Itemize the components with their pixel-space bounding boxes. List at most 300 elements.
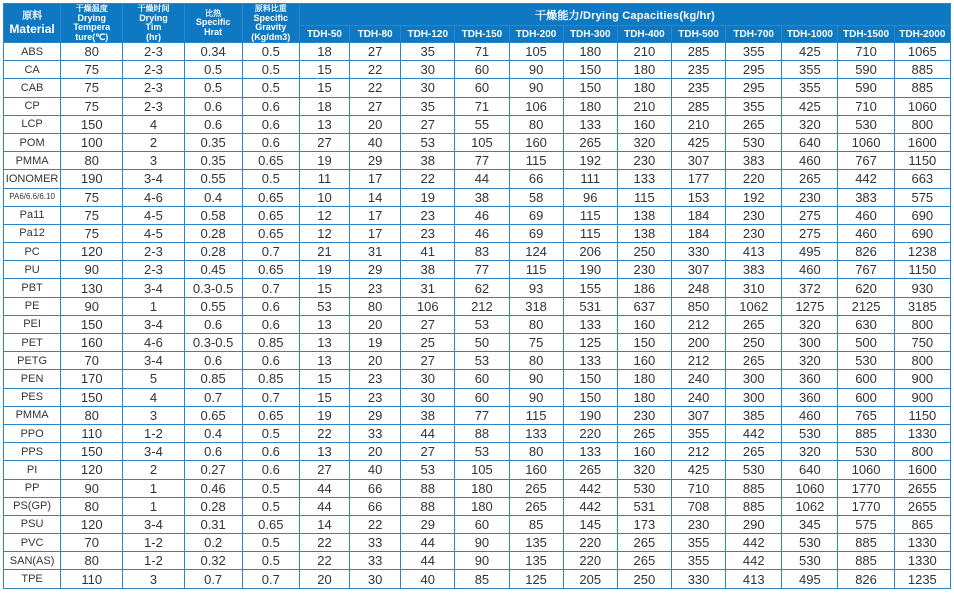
- capacity-cell: 19: [299, 152, 349, 170]
- drying-time-cell: 4: [123, 115, 184, 133]
- material-cell: PPO: [4, 424, 61, 442]
- material-cell: PU: [4, 261, 61, 279]
- table-row: [4, 297, 951, 315]
- capacity-cell: 29: [401, 515, 455, 533]
- drying-temperature-cell: 150: [61, 388, 123, 406]
- capacity-cell: 265: [617, 552, 671, 570]
- capacity-cell: 18: [299, 43, 349, 61]
- drying-time-cell: 3-4: [123, 279, 184, 297]
- header-specific-gravity: [242, 4, 299, 43]
- capacity-cell: 29: [350, 261, 401, 279]
- capacity-cell: 710: [838, 97, 894, 115]
- table-row: [4, 152, 951, 170]
- specific-gravity-cell: 0.65: [242, 515, 299, 533]
- drying-temperature-cell: 190: [61, 170, 123, 188]
- header-model-tdh-50: TDH-50: [299, 26, 349, 43]
- capacity-cell: 29: [350, 406, 401, 424]
- table-header: [4, 4, 951, 43]
- specific-gravity-cell: 0.85: [242, 334, 299, 352]
- material-cell: PS(GP): [4, 497, 61, 515]
- material-cell: CA: [4, 61, 61, 79]
- drying-capacities-table-container: [3, 3, 951, 591]
- capacity-cell: 530: [838, 443, 894, 461]
- specific-gravity-cell: 0.6: [242, 297, 299, 315]
- capacity-cell: 307: [671, 261, 725, 279]
- specific-gravity-cell: 0.5: [242, 552, 299, 570]
- capacity-cell: 19: [401, 188, 455, 206]
- capacity-cell: 173: [617, 515, 671, 533]
- specific-heat-cell: 0.6: [184, 115, 242, 133]
- capacity-cell: 58: [509, 188, 563, 206]
- specific-heat-cell: 0.28: [184, 497, 242, 515]
- specific-gravity-cell: 0.65: [242, 152, 299, 170]
- drying-time-cell: 1-2: [123, 424, 184, 442]
- capacity-cell: 12: [299, 206, 349, 224]
- capacity-cell: 115: [617, 188, 671, 206]
- capacity-cell: 900: [894, 370, 950, 388]
- capacity-cell: 530: [726, 461, 782, 479]
- capacity-cell: 44: [401, 534, 455, 552]
- capacity-cell: 590: [838, 61, 894, 79]
- capacity-cell: 3185: [894, 297, 950, 315]
- capacity-cell: 307: [671, 406, 725, 424]
- drying-time-cell: 2: [123, 461, 184, 479]
- capacity-cell: 285: [671, 43, 725, 61]
- table-row: [4, 479, 951, 497]
- capacity-cell: 372: [782, 279, 838, 297]
- capacity-cell: 590: [838, 79, 894, 97]
- capacity-cell: 230: [726, 206, 782, 224]
- drying-temperature-cell: 80: [61, 152, 123, 170]
- table-row: [4, 61, 951, 79]
- capacity-cell: 180: [455, 497, 509, 515]
- specific-heat-cell: 0.6: [184, 443, 242, 461]
- capacity-cell: 93: [509, 279, 563, 297]
- capacity-cell: 300: [726, 388, 782, 406]
- capacity-cell: 210: [617, 43, 671, 61]
- capacity-cell: 19: [299, 406, 349, 424]
- capacity-cell: 826: [838, 570, 894, 588]
- specific-heat-cell: 0.46: [184, 479, 242, 497]
- material-cell: IONOMER: [4, 170, 61, 188]
- material-cell: PMMA: [4, 152, 61, 170]
- capacity-cell: 1330: [894, 534, 950, 552]
- capacity-cell: 66: [350, 479, 401, 497]
- capacity-cell: 275: [782, 206, 838, 224]
- capacity-cell: 30: [401, 370, 455, 388]
- capacity-cell: 320: [782, 352, 838, 370]
- drying-temperature-cell: 75: [61, 61, 123, 79]
- capacity-cell: 531: [563, 297, 617, 315]
- capacity-cell: 150: [563, 61, 617, 79]
- drying-temperature-cell: 170: [61, 370, 123, 388]
- specific-heat-cell: 0.2: [184, 534, 242, 552]
- drying-temperature-cell: 75: [61, 97, 123, 115]
- capacity-cell: 285: [671, 97, 725, 115]
- capacity-cell: 133: [509, 424, 563, 442]
- capacity-cell: 220: [563, 552, 617, 570]
- material-cell: PEI: [4, 315, 61, 333]
- capacity-cell: 38: [401, 406, 455, 424]
- material-cell: PI: [4, 461, 61, 479]
- drying-time-cell: 3: [123, 406, 184, 424]
- capacity-cell: 265: [563, 133, 617, 151]
- table-row: [4, 352, 951, 370]
- capacity-cell: 40: [350, 461, 401, 479]
- capacity-cell: 307: [671, 152, 725, 170]
- header-model-tdh-400: TDH-400: [617, 26, 671, 43]
- capacity-cell: 106: [401, 297, 455, 315]
- capacity-cell: 125: [509, 570, 563, 588]
- capacity-cell: 460: [782, 152, 838, 170]
- capacity-cell: 14: [350, 188, 401, 206]
- drying-temperature-cell: 70: [61, 534, 123, 552]
- table-row: [4, 79, 951, 97]
- table-row: [4, 315, 951, 333]
- capacity-cell: 46: [455, 224, 509, 242]
- capacity-cell: 265: [726, 115, 782, 133]
- capacity-cell: 80: [509, 315, 563, 333]
- material-cell: PA6/6.6/6.10: [4, 188, 61, 206]
- capacity-cell: 88: [401, 479, 455, 497]
- capacity-cell: 385: [726, 406, 782, 424]
- capacity-cell: 330: [671, 570, 725, 588]
- capacity-cell: 90: [509, 370, 563, 388]
- capacity-cell: 320: [617, 461, 671, 479]
- table-row: [4, 133, 951, 151]
- drying-time-cell: 3-4: [123, 352, 184, 370]
- drying-time-cell: 2-3: [123, 43, 184, 61]
- drying-temperature-cell: 110: [61, 424, 123, 442]
- capacity-cell: 38: [401, 152, 455, 170]
- capacity-cell: 115: [509, 406, 563, 424]
- header-gravity-en1: Specific: [253, 12, 289, 23]
- specific-heat-cell: 0.35: [184, 133, 242, 151]
- header-model-tdh-500: TDH-500: [671, 26, 725, 43]
- material-cell: PET: [4, 334, 61, 352]
- capacity-cell: 115: [509, 261, 563, 279]
- capacity-cell: 13: [299, 315, 349, 333]
- capacity-cell: 530: [726, 133, 782, 151]
- capacity-cell: 125: [563, 334, 617, 352]
- specific-gravity-cell: 0.6: [242, 133, 299, 151]
- specific-heat-cell: 0.3-0.5: [184, 334, 242, 352]
- capacity-cell: 663: [894, 170, 950, 188]
- capacity-cell: 212: [671, 443, 725, 461]
- capacity-cell: 1770: [838, 497, 894, 515]
- drying-time-cell: 4-6: [123, 188, 184, 206]
- capacity-cell: 30: [350, 570, 401, 588]
- capacity-cell: 530: [782, 424, 838, 442]
- capacity-cell: 22: [299, 424, 349, 442]
- capacity-cell: 460: [782, 406, 838, 424]
- capacity-cell: 265: [563, 461, 617, 479]
- header-time-cn: 干燥时间: [137, 4, 170, 13]
- header-time-en3: (hr): [145, 31, 161, 42]
- drying-time-cell: 3-4: [123, 443, 184, 461]
- capacity-cell: 885: [726, 479, 782, 497]
- capacity-cell: 850: [671, 297, 725, 315]
- capacity-cell: 530: [782, 534, 838, 552]
- capacity-cell: 17: [350, 170, 401, 188]
- capacity-cell: 27: [401, 315, 455, 333]
- capacity-cell: 290: [726, 515, 782, 533]
- capacity-cell: 495: [782, 570, 838, 588]
- capacity-cell: 184: [671, 224, 725, 242]
- capacity-cell: 80: [509, 115, 563, 133]
- capacity-cell: 630: [838, 315, 894, 333]
- capacity-cell: 124: [509, 243, 563, 261]
- capacity-cell: 17: [350, 224, 401, 242]
- capacity-cell: 1150: [894, 152, 950, 170]
- capacity-cell: 318: [509, 297, 563, 315]
- capacity-cell: 44: [299, 479, 349, 497]
- material-cell: PSU: [4, 515, 61, 533]
- capacity-cell: 250: [726, 334, 782, 352]
- material-cell: CAB: [4, 79, 61, 97]
- capacity-cell: 27: [299, 461, 349, 479]
- capacity-cell: 138: [617, 224, 671, 242]
- capacity-cell: 425: [671, 461, 725, 479]
- capacity-cell: 240: [671, 370, 725, 388]
- capacity-cell: 383: [726, 261, 782, 279]
- capacity-cell: 1600: [894, 133, 950, 151]
- capacity-cell: 53: [455, 443, 509, 461]
- capacity-cell: 265: [726, 443, 782, 461]
- header-model-tdh-2000: TDH-2000: [894, 26, 950, 43]
- capacity-cell: 530: [617, 479, 671, 497]
- capacity-cell: 160: [509, 133, 563, 151]
- drying-temperature-cell: 90: [61, 261, 123, 279]
- capacity-cell: 248: [671, 279, 725, 297]
- drying-temperature-cell: 100: [61, 133, 123, 151]
- capacity-cell: 22: [350, 61, 401, 79]
- specific-gravity-cell: 0.85: [242, 370, 299, 388]
- drying-temperature-cell: 120: [61, 515, 123, 533]
- capacity-cell: 20: [350, 352, 401, 370]
- drying-time-cell: 2-3: [123, 61, 184, 79]
- header-drying-capacities: 干燥能力/Drying Capacities(kg/hr): [299, 4, 950, 26]
- capacity-cell: 212: [671, 315, 725, 333]
- capacity-cell: 2125: [838, 297, 894, 315]
- capacity-cell: 60: [455, 515, 509, 533]
- specific-gravity-cell: 0.6: [242, 315, 299, 333]
- capacity-cell: 767: [838, 261, 894, 279]
- capacity-cell: 265: [509, 497, 563, 515]
- specific-heat-cell: 0.55: [184, 297, 242, 315]
- capacity-cell: 885: [894, 61, 950, 79]
- drying-time-cell: 2-3: [123, 261, 184, 279]
- capacity-cell: 160: [509, 461, 563, 479]
- capacity-cell: 1060: [894, 97, 950, 115]
- capacity-cell: 767: [838, 152, 894, 170]
- capacity-cell: 355: [782, 79, 838, 97]
- capacity-cell: 206: [563, 243, 617, 261]
- drying-temperature-cell: 90: [61, 297, 123, 315]
- capacity-cell: 1275: [782, 297, 838, 315]
- header-gravity-cn: 原料比重: [254, 4, 287, 13]
- capacity-cell: 205: [563, 570, 617, 588]
- material-cell: POM: [4, 133, 61, 151]
- capacity-cell: 575: [894, 188, 950, 206]
- capacity-cell: 210: [617, 97, 671, 115]
- material-cell: PBT: [4, 279, 61, 297]
- capacity-cell: 310: [726, 279, 782, 297]
- drying-time-cell: 1: [123, 497, 184, 515]
- specific-heat-cell: 0.4: [184, 188, 242, 206]
- capacity-cell: 71: [455, 97, 509, 115]
- specific-gravity-cell: 0.65: [242, 188, 299, 206]
- capacity-cell: 413: [726, 570, 782, 588]
- header-model-tdh-1500: TDH-1500: [838, 26, 894, 43]
- capacity-cell: 265: [726, 352, 782, 370]
- capacity-cell: 1062: [726, 297, 782, 315]
- capacity-cell: 80: [350, 297, 401, 315]
- capacity-cell: 135: [509, 552, 563, 570]
- drying-temperature-cell: 150: [61, 115, 123, 133]
- drying-temperature-cell: 80: [61, 497, 123, 515]
- capacity-cell: 75: [509, 334, 563, 352]
- drying-capacities-table: [3, 3, 951, 589]
- capacity-cell: 295: [726, 79, 782, 97]
- header-temp-en3: ture(℃): [75, 31, 109, 42]
- capacity-cell: 40: [401, 570, 455, 588]
- capacity-cell: 180: [617, 388, 671, 406]
- capacity-cell: 180: [563, 97, 617, 115]
- capacity-cell: 220: [563, 534, 617, 552]
- specific-heat-cell: 0.28: [184, 243, 242, 261]
- capacity-cell: 27: [299, 133, 349, 151]
- capacity-cell: 12: [299, 224, 349, 242]
- capacity-cell: 330: [671, 243, 725, 261]
- capacity-cell: 320: [617, 133, 671, 151]
- capacity-cell: 55: [455, 115, 509, 133]
- capacity-cell: 885: [894, 79, 950, 97]
- header-specific-heat: [184, 4, 242, 43]
- capacity-cell: 60: [455, 370, 509, 388]
- capacity-cell: 765: [838, 406, 894, 424]
- capacity-cell: 33: [350, 534, 401, 552]
- specific-heat-cell: 0.7: [184, 388, 242, 406]
- specific-heat-cell: 0.58: [184, 206, 242, 224]
- capacity-cell: 1060: [838, 461, 894, 479]
- specific-heat-cell: 0.4: [184, 424, 242, 442]
- capacity-cell: 60: [455, 388, 509, 406]
- specific-heat-cell: 0.6: [184, 97, 242, 115]
- capacity-cell: 265: [617, 534, 671, 552]
- capacity-cell: 425: [671, 133, 725, 151]
- capacity-cell: 27: [401, 115, 455, 133]
- capacity-cell: 44: [455, 170, 509, 188]
- capacity-cell: 30: [401, 79, 455, 97]
- capacity-cell: 44: [299, 497, 349, 515]
- capacity-cell: 10: [299, 188, 349, 206]
- capacity-cell: 200: [671, 334, 725, 352]
- capacity-cell: 531: [617, 497, 671, 515]
- capacity-cell: 150: [563, 370, 617, 388]
- capacity-cell: 41: [401, 243, 455, 261]
- capacity-cell: 180: [617, 79, 671, 97]
- table-row: [4, 334, 951, 352]
- capacity-cell: 85: [455, 570, 509, 588]
- table-row: [4, 97, 951, 115]
- capacity-cell: 135: [509, 534, 563, 552]
- capacity-cell: 425: [782, 43, 838, 61]
- capacity-cell: 320: [782, 115, 838, 133]
- table-row: [4, 461, 951, 479]
- capacity-cell: 23: [401, 206, 455, 224]
- capacity-cell: 383: [726, 152, 782, 170]
- capacity-cell: 1060: [782, 479, 838, 497]
- drying-time-cell: 4: [123, 388, 184, 406]
- capacity-cell: 708: [671, 497, 725, 515]
- capacity-cell: 355: [726, 43, 782, 61]
- header-time-en2: Tim: [145, 22, 162, 32]
- capacity-cell: 77: [455, 406, 509, 424]
- capacity-cell: 77: [455, 152, 509, 170]
- capacity-cell: 38: [455, 188, 509, 206]
- table-row: [4, 43, 951, 61]
- specific-heat-cell: 0.34: [184, 43, 242, 61]
- capacity-cell: 530: [838, 115, 894, 133]
- capacity-cell: 230: [782, 188, 838, 206]
- specific-heat-cell: 0.5: [184, 61, 242, 79]
- header-material-en: Material: [9, 22, 55, 36]
- capacity-cell: 53: [299, 297, 349, 315]
- capacity-cell: 192: [726, 188, 782, 206]
- drying-time-cell: 3-4: [123, 315, 184, 333]
- header-gravity-en3: (Kg/dm3): [251, 31, 291, 42]
- capacity-cell: 360: [782, 370, 838, 388]
- table-row: [4, 497, 951, 515]
- capacity-cell: 66: [509, 170, 563, 188]
- table-row: [4, 188, 951, 206]
- drying-temperature-cell: 80: [61, 406, 123, 424]
- capacity-cell: 155: [563, 279, 617, 297]
- material-cell: PP: [4, 479, 61, 497]
- capacity-cell: 90: [509, 79, 563, 97]
- capacity-cell: 115: [563, 224, 617, 242]
- header-temp-en2: Tempera: [73, 22, 111, 32]
- capacity-cell: 320: [782, 443, 838, 461]
- capacity-cell: 275: [782, 224, 838, 242]
- capacity-cell: 21: [299, 243, 349, 261]
- specific-heat-cell: 0.31: [184, 515, 242, 533]
- capacity-cell: 2655: [894, 479, 950, 497]
- capacity-cell: 23: [350, 279, 401, 297]
- capacity-cell: 29: [350, 152, 401, 170]
- material-cell: PVC: [4, 534, 61, 552]
- specific-gravity-cell: 0.65: [242, 261, 299, 279]
- drying-temperature-cell: 90: [61, 479, 123, 497]
- capacity-cell: 1600: [894, 461, 950, 479]
- capacity-cell: 212: [671, 352, 725, 370]
- capacity-cell: 600: [838, 388, 894, 406]
- capacity-cell: 22: [299, 552, 349, 570]
- capacity-cell: 620: [838, 279, 894, 297]
- drying-time-cell: 4-5: [123, 206, 184, 224]
- capacity-cell: 133: [563, 315, 617, 333]
- header-model-tdh-150: TDH-150: [455, 26, 509, 43]
- capacity-cell: 160: [617, 443, 671, 461]
- capacity-cell: 133: [563, 115, 617, 133]
- specific-gravity-cell: 0.6: [242, 115, 299, 133]
- capacity-cell: 71: [455, 43, 509, 61]
- capacity-cell: 160: [617, 315, 671, 333]
- material-cell: Pa11: [4, 206, 61, 224]
- material-cell: LCP: [4, 115, 61, 133]
- capacity-cell: 190: [563, 261, 617, 279]
